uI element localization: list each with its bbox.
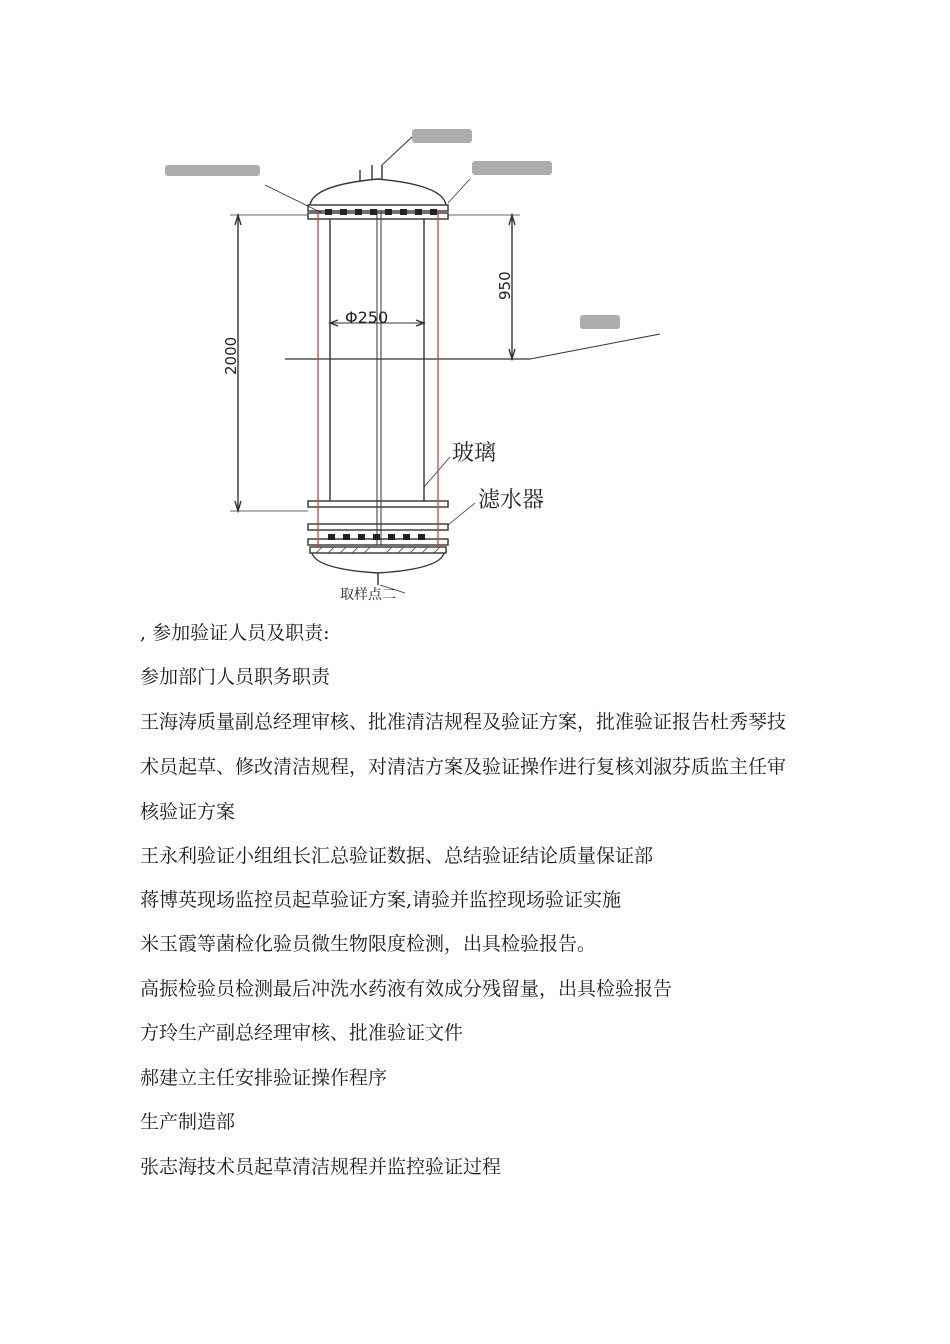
top-dome (310, 179, 446, 205)
text-line: 王海涛质量副总经理审核、批准清洁规程及验证方案，批准验证报告杜秀琴技 (140, 711, 787, 733)
text-line: 高振检验员检测最后冲洗水药液有效成分残留量，出具检验报告 (140, 978, 673, 1000)
sampling-point-label: 取样点二 (340, 587, 396, 603)
section-heading: , 参加验证人员及职责: (140, 622, 330, 644)
label-top-center-blur (412, 129, 472, 143)
filter-label: 滤水器 (478, 488, 545, 513)
label-platform-blur (580, 315, 620, 329)
text-line: 张志海技术员起草清洁规程并监控验证过程 (140, 1156, 502, 1178)
text-line: 王永利验证小组组长汇总验证数据、总结验证结论质量保证部 (140, 845, 654, 867)
text-line: 术员起草、修改清洁规程，对清洁方案及验证操作进行复核刘淑芬质监主任审 (140, 756, 787, 778)
bottom-flange (308, 501, 448, 507)
table-header: 参加部门人员职务职责 (140, 666, 331, 688)
dim-height-total-label: 2000 (222, 336, 240, 375)
dim-width-label: Φ250 (345, 308, 389, 327)
text-line: 生产制造部 (140, 1111, 236, 1133)
label-top-right-blur (472, 161, 552, 175)
label-top-left-blur (165, 165, 260, 176)
text-line: 米玉霞等菌检化验员微生物限度检测，出具检验报告。 (140, 933, 597, 955)
bottom-dome (312, 553, 444, 573)
glass-label: 玻璃 (452, 441, 497, 466)
dim-height-upper-label: 950 (496, 271, 514, 300)
text-line: 方玲生产副总经理审核、批准验证文件 (140, 1022, 464, 1044)
filter-column-diagram (150, 115, 670, 615)
text-line: 核验证方案 (140, 801, 236, 823)
text-line: 郝建立主任安排验证操作程序 (140, 1067, 388, 1089)
text-line: 蒋博英现场监控员起草验证方案,请验并监控现场验证实施 (140, 889, 622, 911)
